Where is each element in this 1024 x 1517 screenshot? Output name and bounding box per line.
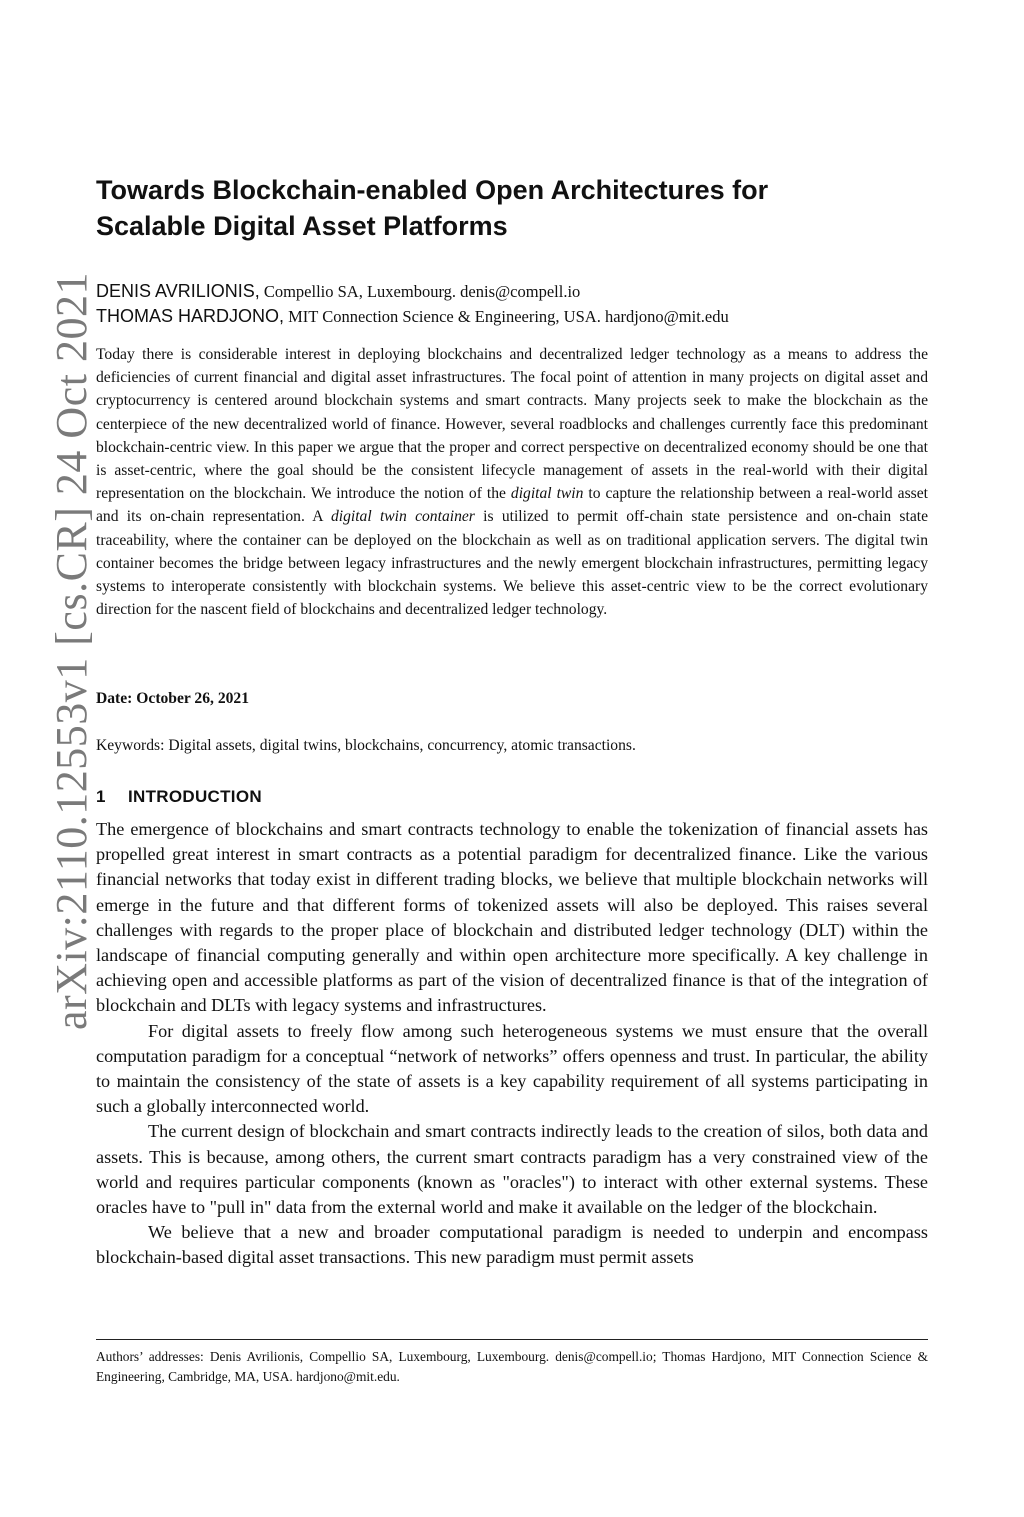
section-heading xyxy=(96,787,262,807)
section-body xyxy=(96,817,928,1271)
body-paragraph: The emergence of blockchains and smart contracts technology to enable the tokenization of financial assets has propelled great interest in smart contracts as a potential paradigm for decentralized finance. Like the various financial networks that today exist in different trading blocks, we believe that multiple blockchain networks will emerge in the future and that different forms of tokenized assets will also be deployed. This raises several challenges with regards to the proper place of blockchain and distributed ledger technology (DLT) within the landscape of financial computing generally and within open architecture more specifically. A key challenge in achieving open and accessible platforms as part of the vision of decentralized finance is that of the integration of blockchain and DLTs with legacy systems and infrastructures. xyxy=(96,819,928,1016)
section-number: 1 xyxy=(96,787,106,806)
abstract-emphasis: digital twin container xyxy=(330,508,475,526)
abstract-text: Today there is considerable interest in deploying blockchains and decentralized ledger technology as a means to address the deficiencies of current financial and digital asset infrastructures. The focal point of attention in many projects on digital asset and cryptocurrency is centered around blockchain systems and smart contracts. Many projects seek to make the blockchain as the centerpiece of the new decentralized world of finance. However, several roadblocks and challenges currently face this predominant blockchain-centric view. In this paper we argue that the proper and correct perspective on decentralized economy should be one that is asset-centric, where the goal should be the consistent lifecycle management of assets in the real-world with their digital representation on the blockchain. We introduce the notion of the xyxy=(96,346,928,503)
author-name: THOMAS HARDJONO, xyxy=(96,306,285,326)
arxiv-identifier: arXiv:2110.12553v1 [cs.CR] 24 Oct 2021 xyxy=(47,272,96,1030)
footnote-rule xyxy=(96,1339,928,1340)
body-paragraph: We believe that a new and broader computational paradigm is needed to underpin and encompass blockchain-based digital asset transactions. This new paradigm must permit assets xyxy=(96,1222,928,1268)
paper-title: Towards Blockchain-enabled Open Architectures for Scalable Digital Asset Platforms xyxy=(96,175,769,241)
abstract-text: to capture the relationship between a real-world asset and its on-chain representation. A xyxy=(96,485,928,526)
abstract xyxy=(96,343,928,621)
author-line xyxy=(96,304,936,329)
author-affiliation: MIT Connection Science & Engineering, USA. hardjono@mit.edu xyxy=(284,307,729,326)
body-paragraph: The current design of blockchain and smart contracts indirectly leads to the creation of silos, both data and assets. This is because, among others, the current smart contracts paradigm has a very constrained view of the world and requires particular components (known as "oracles") to interact with other external systems. These oracles have to "pull in" data from the external world and make it available on the ledger of the blockchain. xyxy=(96,1121,928,1218)
author-name: DENIS AVRILIONIS, xyxy=(96,281,260,301)
abstract-emphasis: digital twin xyxy=(510,485,584,503)
author-block xyxy=(96,279,936,329)
section-title: INTRODUCTION xyxy=(128,787,262,806)
body-paragraph: For digital assets to freely flow among such heterogeneous systems we must ensure that the overall computation paradigm for a conceptual “network of networks” offers openness and trust. In particular, the ability to maintain the consistency of the state of assets is a key capability requirement of all systems participating in such a globally interconnected world. xyxy=(96,1020,928,1117)
keywords: Keywords: Digital assets, digital twins, blockchains, concurrency, atomic transactions. xyxy=(96,737,636,754)
author-line xyxy=(96,279,936,304)
footnote: Authors’ addresses: Denis Avrilionis, Compellio SA, Luxembourg, Luxembourg. denis@compell.io; Thomas Hardjono, MIT Connection Science & Engineering, Cambridge, MA, USA. hardjono@mit.edu. xyxy=(96,1349,928,1384)
author-affiliation: Compellio SA, Luxembourg. denis@compell.io xyxy=(259,282,581,301)
paper-date: Date: October 26, 2021 xyxy=(96,690,250,707)
abstract-text: is utilized to permit off-chain state persistence and on-chain state traceability, where the container can be deployed on the blockchain as well as on traditional application servers. The digital twin container becomes the bridge between legacy infrastructures and the newly emergent blockchain infrastructures, permitting legacy systems to interoperate consistently with blockchain systems. We believe this asset-centric view to be the correct evolutionary direction for the nascent field of blockchains and decentralized ledger technology. xyxy=(96,508,928,619)
